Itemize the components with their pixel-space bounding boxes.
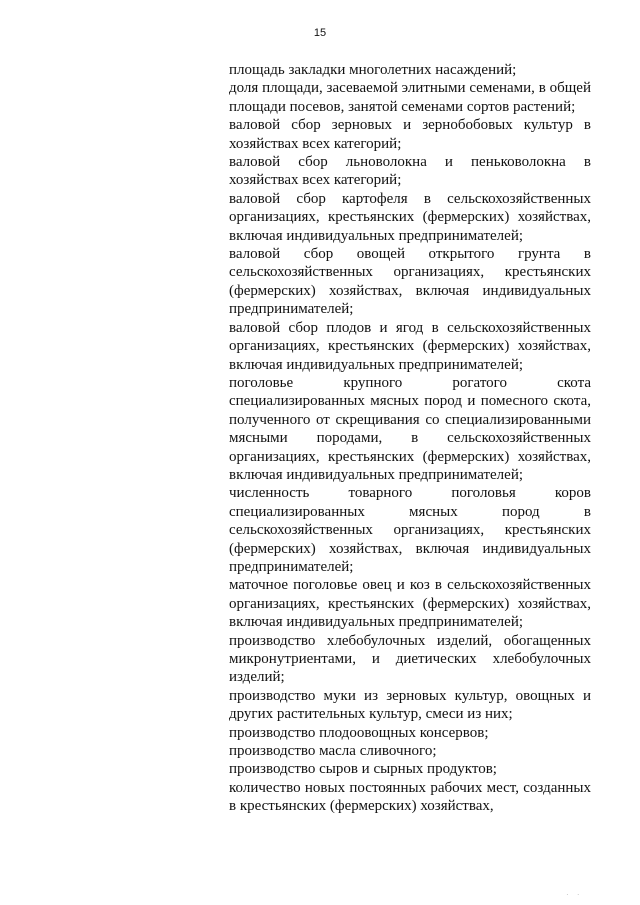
list-item: численность товарного поголовья коров специализированных мясных пород в сельскохозяйственных организациях, крестьянских (фермерских) хозяйствах, включая индивидуальных предпринимателей;: [229, 485, 591, 575]
list-item: производство масла сливочного;: [229, 743, 437, 760]
scan-mark: · ·: [566, 890, 583, 899]
list-item: валовой сбор картофеля в сельскохозяйственных организациях, крестьянских (фермерских) хозяйствах, включая индивидуальных предпринимателей;: [229, 190, 591, 244]
page-number: 15: [313, 27, 327, 39]
list-item: валовой сбор льноволокна и пеньковолокна в хозяйствах всех категорий;: [229, 154, 591, 189]
list-item: поголовье крупного рогатого скота специализированных мясных пород и помесного скота, полученного от скрещивания со специализированными мясными породами, в сельскохозяйственных организациях, крестьянских (фермерских) хозяйствах, включая индивидуальных предпринимателей;: [229, 374, 591, 483]
list-item: валовой сбор зерновых и зернобобовых культур в хозяйствах всех категорий;: [229, 117, 591, 152]
list-item: производство муки из зерновых культур, овощных и других растительных культур, смеси из них;: [229, 687, 591, 723]
list-item: производство плодоовощных консервов;: [229, 724, 489, 741]
list-item: площадь закладки многолетних насаждений;: [229, 62, 517, 78]
list-item: маточное поголовье овец и коз в сельскохозяйственных организациях, крестьянских (фермерских) хозяйствах, включая индивидуальных предпринимателей;: [229, 577, 591, 631]
list-item: производство хлебобулочных изделий, обогащенных микронутриентами, и диетических хлебобулочных изделий;: [229, 632, 591, 686]
list-item: доля площади, засеваемой элитными семенами, в общей площади посевов, занятой семенами сортов растений;: [229, 80, 591, 115]
list-item: количество новых постоянных рабочих мест, созданных в крестьянских (фермерских) хозяйствах,: [229, 779, 591, 815]
list-item: валовой сбор плодов и ягод в сельскохозяйственных организациях, крестьянских (фермерских) хозяйствах, включая индивидуальных предпринимателей;: [229, 319, 591, 373]
list-item: производство сыров и сырных продуктов;: [229, 761, 497, 778]
indicator-list: [229, 61, 591, 816]
list-item: валовой сбор овощей открытого грунта в сельскохозяйственных организациях, крестьянских (фермерских) хозяйствах, включая индивидуальных предпринимателей;: [229, 246, 591, 318]
